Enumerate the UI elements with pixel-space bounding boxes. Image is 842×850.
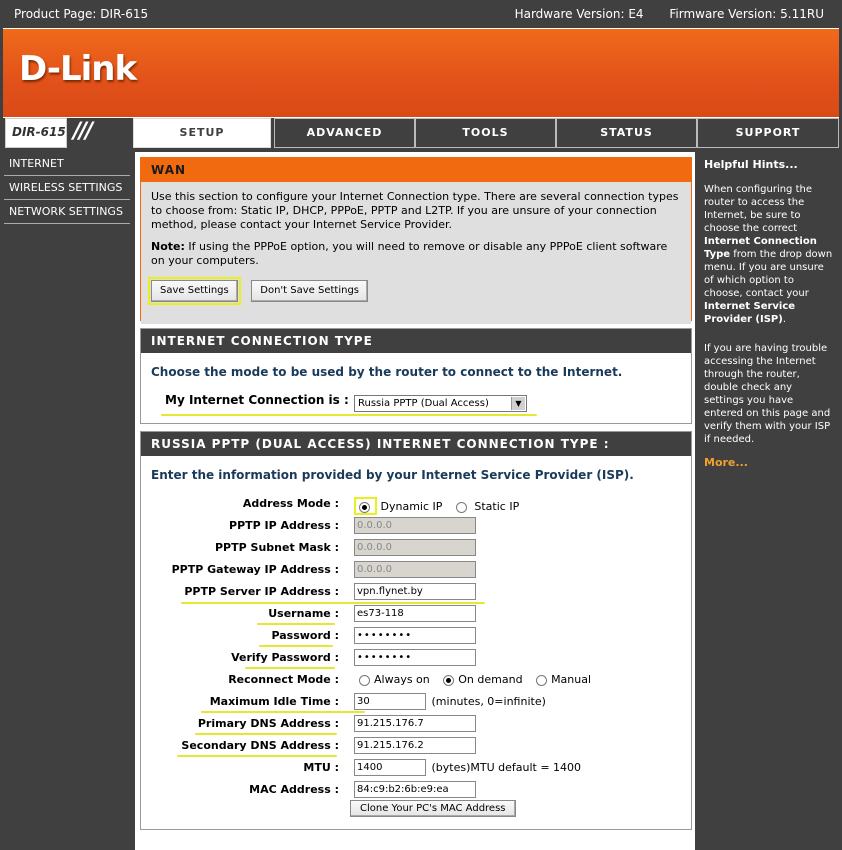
helpful-hints-panel xyxy=(699,152,839,850)
hints-bold-text: Internet Service Provider (ISP) xyxy=(704,301,796,325)
main-content xyxy=(135,152,695,850)
on-demand-radio[interactable] xyxy=(443,675,454,686)
highlight-underline xyxy=(195,733,337,735)
password-input[interactable]: •••••••• xyxy=(354,627,476,644)
wan-intro-text: Use this section to configure your Internet Connection type. There are several connection types to choose from: Static IP, DHCP, PPPoE, PPTP and L2TP. If you are unsure of your connection method, please contact your Internet Service Provider. xyxy=(151,190,679,231)
primary-dns-input[interactable]: 91.215.176.7 xyxy=(354,715,476,732)
top-info-bar xyxy=(0,0,842,28)
static-ip-radio[interactable] xyxy=(456,502,467,513)
always-on-label: Always on xyxy=(374,673,430,686)
wan-note xyxy=(151,240,681,268)
tab-tools[interactable]: TOOLS xyxy=(415,118,556,148)
mtu-row xyxy=(141,759,691,779)
tab-support[interactable]: SUPPORT xyxy=(697,118,839,148)
model-badge xyxy=(5,118,67,148)
subnet-label: PPTP Subnet Mask : xyxy=(215,541,339,554)
verify-password-label: Verify Password : xyxy=(231,651,339,664)
dont-save-settings-button[interactable]: Don't Save Settings xyxy=(251,280,368,302)
tab-setup[interactable]: SETUP xyxy=(133,118,271,148)
manual-radio[interactable] xyxy=(536,675,547,686)
slashes-decoration: /// xyxy=(73,119,92,144)
pptp-ip-label: PPTP IP Address : xyxy=(229,519,339,532)
hints-paragraph-2: If you are having trouble accessing the Internet through the router, double check any settings you have entered on this page and verify them with your ISP if needed. xyxy=(704,343,831,445)
connection-type-value: Russia PPTP (Dual Access) xyxy=(358,398,489,409)
address-mode-row xyxy=(141,495,691,515)
on-demand-label: On demand xyxy=(458,673,523,686)
gateway-input[interactable]: 0.0.0.0 xyxy=(354,561,476,578)
reconnect-mode-row xyxy=(141,671,691,691)
verify-password-row xyxy=(141,649,691,669)
primary-dns-row xyxy=(141,715,691,735)
sidebar-item-network-settings[interactable]: NETWORK SETTINGS xyxy=(4,200,130,224)
dlink-logo: D-Link xyxy=(19,49,137,89)
internet-connection-type-panel xyxy=(140,328,692,424)
highlight-underline xyxy=(201,711,365,713)
dynamic-ip-radio[interactable] xyxy=(359,502,370,513)
idle-time-label: Maximum Idle Time : xyxy=(209,695,339,708)
pptp-title: RUSSIA PPTP (DUAL ACCESS) INTERNET CONNECTION TYPE : xyxy=(141,432,691,456)
dynamic-ip-label: Dynamic IP xyxy=(380,500,443,513)
brand-banner xyxy=(3,28,839,118)
model-label: DIR-615 xyxy=(12,125,66,139)
subnet-input[interactable]: 0.0.0.0 xyxy=(354,539,476,556)
always-on-radio[interactable] xyxy=(359,675,370,686)
hardware-version: Hardware Version: E4 xyxy=(514,7,644,21)
more-link[interactable]: More... xyxy=(704,456,748,469)
note-label: Note: xyxy=(151,240,185,253)
username-label: Username : xyxy=(268,607,339,620)
hints-title: Helpful Hints... xyxy=(704,158,798,171)
highlight-underline xyxy=(177,755,337,757)
tab-status[interactable]: STATUS xyxy=(556,118,697,148)
ict-title: INTERNET CONNECTION TYPE xyxy=(141,329,691,353)
hints-paragraph-1 xyxy=(699,171,839,326)
mtu-unit: (bytes)MTU default = 1400 xyxy=(431,760,582,774)
highlight-underline xyxy=(259,645,333,647)
server-label: PPTP Server IP Address : xyxy=(184,585,339,598)
static-ip-label: Static IP xyxy=(474,500,520,513)
sidebar-item-internet[interactable]: INTERNET xyxy=(4,152,130,176)
note-text: If using the PPPoE option, you will need to remove or disable any PPPoE client software on your computers. xyxy=(151,240,668,267)
secondary-dns-row xyxy=(141,737,691,757)
sidebar-item-wireless-settings[interactable]: WIRELESS SETTINGS xyxy=(4,176,130,200)
server-row xyxy=(141,583,691,603)
hints-bold-text: Internet Connection Type xyxy=(704,236,817,260)
wan-title: WAN xyxy=(141,158,691,182)
mac-address-row xyxy=(141,781,691,801)
password-label: Password : xyxy=(271,629,339,642)
idle-time-input[interactable]: 30 xyxy=(354,693,426,710)
pptp-panel xyxy=(140,431,692,830)
reconnect-mode-label: Reconnect Mode : xyxy=(228,673,339,686)
password-row xyxy=(141,627,691,647)
primary-dns-label: Primary DNS Address : xyxy=(197,717,339,730)
hints-text: from the drop down menu. If you are unsure of which option to choose, contact your xyxy=(704,249,833,299)
wan-panel xyxy=(140,157,692,321)
idle-time-row xyxy=(141,693,691,713)
gateway-label: PPTP Gateway IP Address : xyxy=(171,563,339,576)
main-tab-bar xyxy=(3,118,839,148)
pptp-ip-row xyxy=(141,517,691,537)
mac-address-label: MAC Address : xyxy=(249,783,339,796)
clone-mac-row xyxy=(141,800,691,820)
mtu-input[interactable]: 1400 xyxy=(354,759,426,776)
highlight-underline xyxy=(161,414,537,416)
save-settings-button[interactable]: Save Settings xyxy=(151,280,238,302)
server-input[interactable]: vpn.flynet.by xyxy=(354,583,476,600)
clone-mac-button[interactable]: Clone Your PC's MAC Address xyxy=(350,800,516,817)
dropdown-arrow-icon: ▼ xyxy=(511,397,525,410)
pptp-ip-input[interactable]: 0.0.0.0 xyxy=(354,517,476,534)
verify-password-input[interactable]: •••••••• xyxy=(354,649,476,666)
manual-label: Manual xyxy=(551,673,592,686)
username-row xyxy=(141,605,691,625)
product-page-label: Product Page: DIR-615 xyxy=(14,7,149,21)
highlight-underline xyxy=(245,667,335,669)
tab-advanced[interactable]: ADVANCED xyxy=(274,118,415,148)
pptp-description: Enter the information provided by your Internet Service Provider (ISP). xyxy=(151,468,634,482)
hints-text: When configuring the router to access the Internet, be sure to choose the correct xyxy=(704,184,812,234)
subnet-row xyxy=(141,539,691,559)
mac-address-input[interactable]: 84:c9:b2:6b:e9:ea xyxy=(354,781,476,798)
my-connection-label: My Internet Connection is : xyxy=(165,393,349,407)
secondary-dns-label: Secondary DNS Address : xyxy=(181,739,339,752)
username-input[interactable]: es73-118 xyxy=(354,605,476,622)
highlight-underline xyxy=(257,623,335,625)
gateway-row xyxy=(141,561,691,581)
hints-text: . xyxy=(782,314,787,325)
highlight-underline xyxy=(181,602,485,604)
firmware-version: Firmware Version: 5.11RU xyxy=(669,7,824,21)
connection-type-select[interactable] xyxy=(354,395,527,412)
idle-time-unit: (minutes, 0=infinite) xyxy=(431,694,546,708)
address-mode-label: Address Mode : xyxy=(242,497,339,510)
mtu-label: MTU : xyxy=(303,761,339,774)
secondary-dns-input[interactable]: 91.215.176.2 xyxy=(354,737,476,754)
ict-description: Choose the mode to be used by the router to connect to the Internet. xyxy=(151,365,623,379)
sidebar xyxy=(4,152,130,224)
